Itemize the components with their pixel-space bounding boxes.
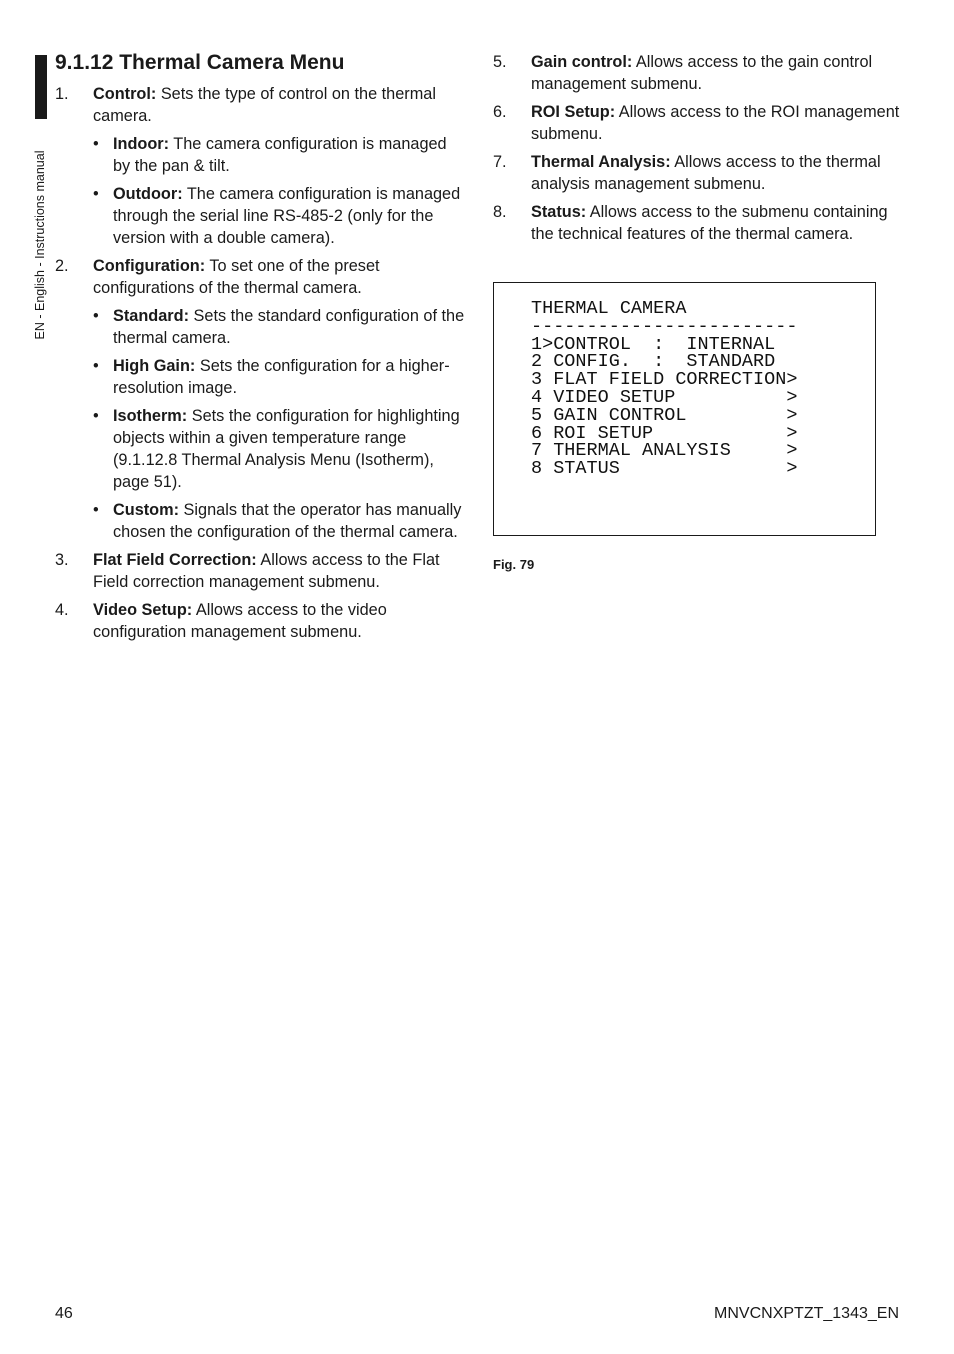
item-text: Allows access to the Flat Field correction management submenu. <box>93 551 440 591</box>
bullet-term: Outdoor: <box>113 185 183 203</box>
bullet-term: Standard: <box>113 307 189 325</box>
item-number: 3. <box>55 551 69 569</box>
item-text: Allows access to the submenu containing the technical features of the thermal camera. <box>531 203 888 243</box>
numbered-item <box>493 201 903 245</box>
item-term: ROI Setup: <box>531 103 616 121</box>
osd-menu-text <box>531 300 797 478</box>
side-label: EN - English - Instructions manual <box>33 150 47 340</box>
osd-menu-line: 2 CONFIG. : STANDARD <box>531 351 776 373</box>
item-number: 7. <box>493 153 507 171</box>
item-body <box>531 201 903 245</box>
bullet-text: Signals that the operator has manually chosen the configuration of the thermal camera. <box>113 501 462 541</box>
bullet-dot-icon: • <box>93 307 99 325</box>
bullet-term: High Gain: <box>113 357 196 375</box>
bullet-item <box>93 183 465 249</box>
left-column <box>55 83 465 649</box>
item-body <box>531 151 903 195</box>
bullet-text: Sets the standard configuration of the thermal camera. <box>113 307 465 347</box>
item-number: 6. <box>493 103 507 121</box>
item-body <box>93 549 465 593</box>
section-marker-bar <box>35 55 47 119</box>
bullet-item <box>93 405 465 493</box>
document-code: MNVCNXPTZT_1343_EN <box>714 1305 899 1322</box>
item-text: To set one of the preset configurations of the thermal camera. <box>93 257 380 297</box>
item-term: Flat Field Correction: <box>93 551 257 569</box>
osd-menu-line: 1>CONTROL : INTERNAL <box>531 333 776 355</box>
bullet-term: Custom: <box>113 501 180 519</box>
item-term: Gain control: <box>531 53 633 71</box>
osd-menu-line: ------------------------ <box>531 315 798 337</box>
bullet-dot-icon: • <box>93 501 99 519</box>
numbered-item <box>55 549 465 593</box>
item-term: Configuration: <box>93 257 206 275</box>
item-term: Status: <box>531 203 587 221</box>
item-body <box>93 83 465 127</box>
bullet-dot-icon: • <box>93 407 99 425</box>
osd-menu-line: 4 VIDEO SETUP > <box>531 386 798 408</box>
item-number: 1. <box>55 85 69 103</box>
bullet-dot-icon: • <box>93 357 99 375</box>
section-heading: 9.1.12 Thermal Camera Menu <box>55 51 345 74</box>
osd-menu-line: 3 FLAT FIELD CORRECTION> <box>531 369 798 391</box>
numbered-item <box>493 101 903 145</box>
bullet-item <box>93 499 465 543</box>
item-body <box>93 599 465 643</box>
item-text: Sets the type of control on the thermal camera. <box>93 85 436 125</box>
item-body <box>531 51 903 95</box>
item-text: Allows access to the thermal analysis management submenu. <box>531 153 881 193</box>
bullet-text: The camera configuration is managed through the serial line RS-485-2 (only for the version with a double camera). <box>113 185 461 247</box>
right-column <box>493 51 903 251</box>
bullet-list <box>93 305 465 543</box>
bullet-term: Isotherm: <box>113 407 188 425</box>
item-body <box>93 255 465 299</box>
osd-menu-figure <box>493 282 876 536</box>
bullet-dot-icon: • <box>93 135 99 153</box>
bullet-list <box>93 133 465 249</box>
item-text: Allows access to the gain control management submenu. <box>531 53 873 93</box>
numbered-item <box>55 255 465 543</box>
numbered-item <box>493 151 903 195</box>
item-number: 8. <box>493 203 507 221</box>
numbered-item <box>493 51 903 95</box>
item-number: 2. <box>55 257 69 275</box>
numbered-item <box>55 83 465 249</box>
bullet-text: Sets the configuration for a higher-resolution image. <box>113 357 450 397</box>
item-text: Allows access to the video configuration management submenu. <box>93 601 387 641</box>
osd-menu-line: 8 STATUS > <box>531 458 798 480</box>
osd-menu-line: 5 GAIN CONTROL > <box>531 404 798 426</box>
item-term: Video Setup: <box>93 601 193 619</box>
numbered-item <box>55 599 465 643</box>
item-number: 4. <box>55 601 69 619</box>
figure-caption: Fig. 79 <box>493 557 535 572</box>
bullet-term: Indoor: <box>113 135 170 153</box>
item-text: Allows access to the ROI management submenu. <box>531 103 900 143</box>
bullet-text: The camera configuration is managed by the pan & tilt. <box>113 135 447 175</box>
item-number: 5. <box>493 53 507 71</box>
item-term: Control: <box>93 85 157 103</box>
item-body <box>531 101 903 145</box>
item-term: Thermal Analysis: <box>531 153 671 171</box>
bullet-item <box>93 133 465 177</box>
osd-menu-line: THERMAL CAMERA <box>531 298 687 319</box>
osd-menu-line: 6 ROI SETUP > <box>531 422 798 444</box>
bullet-item <box>93 355 465 399</box>
bullet-item <box>93 305 465 349</box>
osd-menu-line: 7 THERMAL ANALYSIS > <box>531 440 798 462</box>
bullet-dot-icon: • <box>93 185 99 203</box>
page-number: 46 <box>55 1305 73 1322</box>
bullet-text: Sets the configuration for highlighting objects within a given temperature range (9.1.12.8 Thermal Analysis Menu (Isotherm), page 51). <box>113 407 460 491</box>
